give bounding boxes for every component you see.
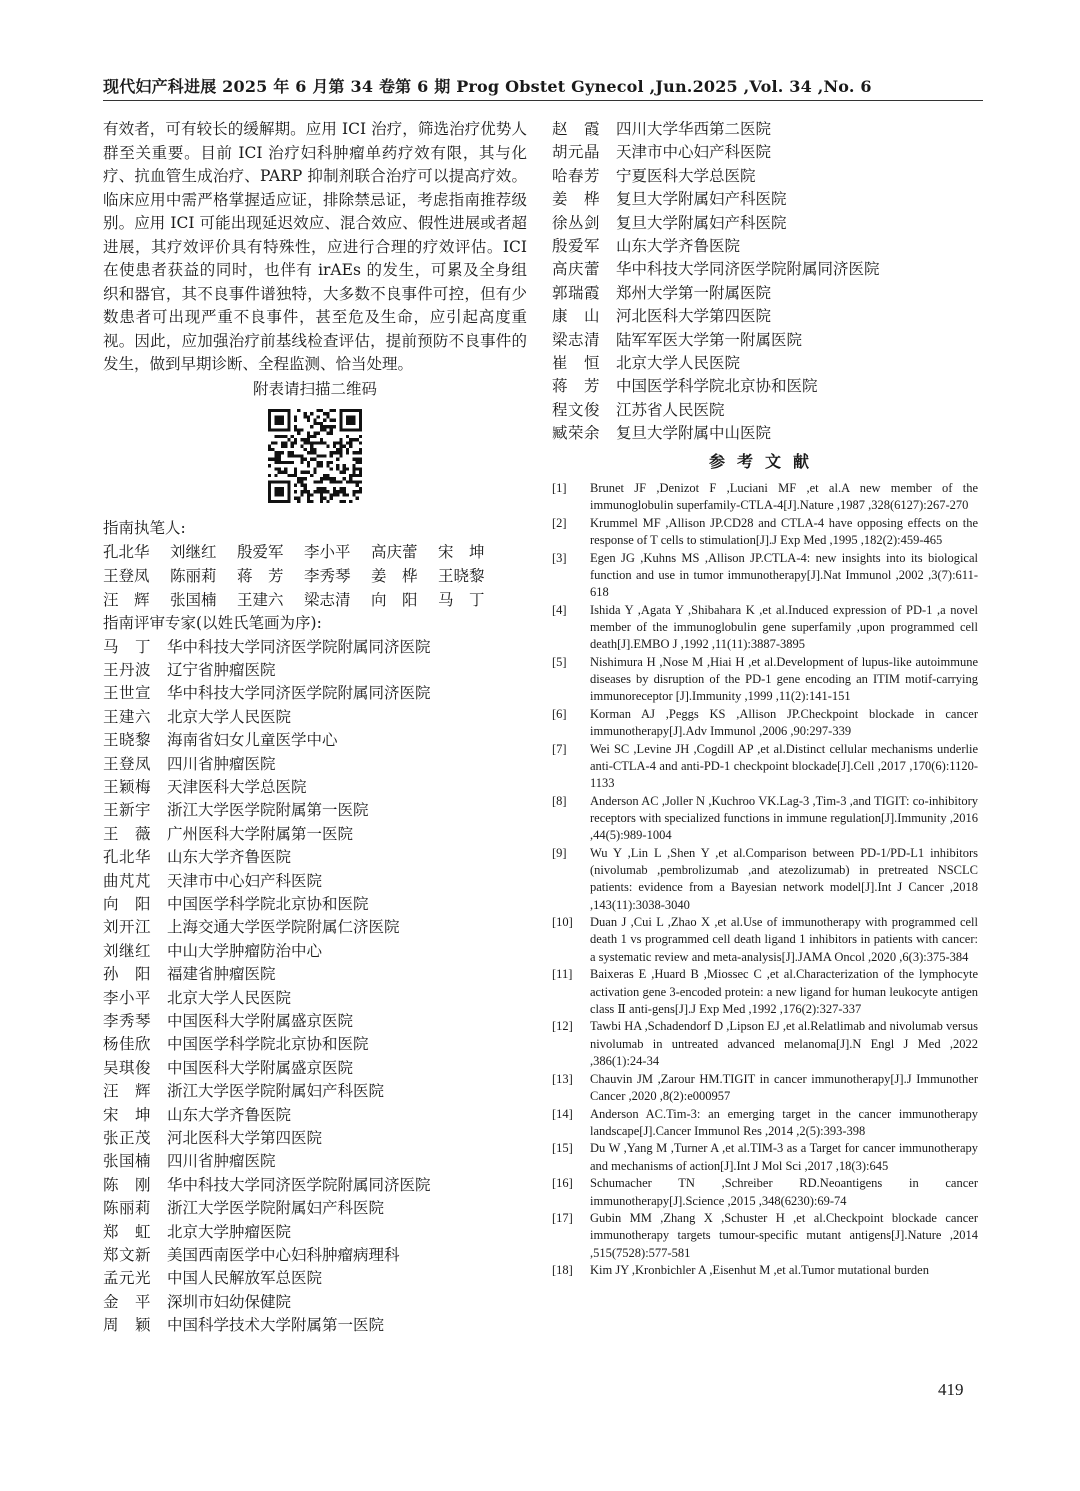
expert-name: 李小平 bbox=[103, 988, 152, 1007]
expert-name: 刘继红 bbox=[103, 941, 152, 960]
expert-affiliation: 郑州大学第一附属医院 bbox=[616, 283, 772, 302]
expert-row bbox=[103, 1174, 527, 1197]
expert-affiliation: 山东大学齐鲁医院 bbox=[167, 1105, 292, 1124]
expert-name: 孙 阳 bbox=[103, 965, 152, 984]
expert-name: 曲芃芃 bbox=[103, 871, 152, 890]
expert-affiliation: 复旦大学附属妇产科医院 bbox=[616, 190, 787, 209]
expert-affiliation: 海南省妇女儿童医学中心 bbox=[167, 731, 338, 750]
reference-number: [16] bbox=[552, 1176, 573, 1191]
author-name: 李小平 bbox=[304, 543, 351, 561]
reference-item bbox=[552, 480, 978, 514]
expert-affiliation: 浙江大学医学院附属妇产科医院 bbox=[167, 1082, 385, 1101]
expert-row bbox=[103, 1104, 527, 1127]
reference-number: [17] bbox=[552, 1211, 573, 1226]
reference-number: [10] bbox=[552, 915, 573, 930]
expert-name: 王 薇 bbox=[103, 824, 152, 843]
expert-affiliation: 江苏省人民医院 bbox=[616, 400, 725, 419]
expert-affiliation: 深圳市妇幼保健院 bbox=[167, 1292, 292, 1311]
reference-item bbox=[552, 1071, 978, 1105]
reference-text: Du W ,Yang M ,Turner A ,et al.TIM-3 as a Target for cancer immunotherapy and mechanisms of action[J].Int J Mol Sci ,2017 ,18(3):645 bbox=[590, 1141, 978, 1173]
reference-number: [2] bbox=[552, 515, 567, 530]
right-column bbox=[552, 118, 978, 1280]
reference-text: Ishida Y ,Agata Y ,Shibahara K ,et al.Induced expression of PD-1 ,a novel member of the immunoglobulin gene superfamily ,upon programmed cell death[J].EMBO J ,1992 ,11(11):3887-3895 bbox=[590, 602, 978, 652]
reference-text: Wei SC ,Levine JH ,Cogdill AP ,et al.Distinct cellular mechanisms underlie anti-CTLA-4 and anti-PD-1 checkpoint blockade[J].Cell ,2017 ,170(6):1120-1133 bbox=[590, 741, 978, 791]
reference-text: Anderson AC ,Joller N ,Kuchroo VK.Lag-3 ,Tim-3 ,and TIGIT: co-inhibitory receptors with specialized functions in immune regulation[J].Immunity ,2016 ,44(5):989-1004 bbox=[590, 793, 978, 843]
expert-row bbox=[103, 729, 527, 752]
reference-number: [3] bbox=[552, 550, 567, 565]
expert-name: 王世宣 bbox=[103, 684, 152, 703]
expert-row bbox=[552, 375, 978, 398]
expert-row bbox=[103, 1244, 527, 1267]
expert-row bbox=[103, 963, 527, 986]
expert-affiliation: 福建省肿瘤医院 bbox=[167, 965, 276, 984]
expert-name: 周 颖 bbox=[103, 1316, 152, 1335]
reference-text: Schumacher TN ,Schreiber RD.Neoantigens in cancer immunotherapy[J].Science ,2015 ,348(6230):69-74 bbox=[590, 1176, 978, 1208]
expert-name: 李秀琴 bbox=[103, 1012, 152, 1030]
header-rule bbox=[103, 100, 983, 101]
expert-row bbox=[103, 940, 527, 963]
expert-affiliation: 华中科技大学同济医学院附属同济医院 bbox=[616, 260, 880, 279]
expert-name: 崔 恒 bbox=[552, 354, 601, 373]
expert-row bbox=[552, 258, 978, 281]
expert-affiliation: 浙江大学医学院附属第一医院 bbox=[167, 801, 369, 820]
qr-code-icon[interactable] bbox=[268, 409, 362, 503]
author-name: 梁志清 bbox=[304, 591, 351, 609]
reference-number: [5] bbox=[552, 654, 567, 669]
expert-affiliation: 上海交通大学医学院附属仁济医院 bbox=[167, 918, 400, 937]
expert-row bbox=[552, 282, 978, 305]
expert-affiliation: 四川省肿瘤医院 bbox=[167, 1152, 276, 1171]
expert-affiliation: 复旦大学附属中山医院 bbox=[616, 424, 772, 443]
reference-item bbox=[552, 1175, 978, 1209]
expert-name: 殷爱军 bbox=[552, 237, 601, 256]
reference-number: [14] bbox=[552, 1106, 573, 1121]
expert-affiliation: 山东大学齐鲁医院 bbox=[167, 848, 292, 867]
reference-number: [9] bbox=[552, 845, 567, 860]
author-name: 高庆蕾 bbox=[371, 543, 418, 561]
expert-row bbox=[103, 1291, 527, 1314]
expert-name: 刘开江 bbox=[103, 918, 152, 937]
reference-item bbox=[552, 845, 978, 914]
expert-row bbox=[103, 659, 527, 682]
expert-affiliation: 辽宁省肿瘤医院 bbox=[167, 660, 276, 679]
left-column bbox=[103, 118, 527, 1338]
expert-name: 王建六 bbox=[103, 707, 152, 726]
reference-item bbox=[552, 602, 978, 654]
reference-text: Tawbi HA ,Schadendorf D ,Lipson EJ ,et al.Relatlimab and nivolumab versus nivolumab in untreated advanced melanoma[J].N Engl J Med ,2022 ,386(1):24-34 bbox=[590, 1019, 978, 1068]
expert-row bbox=[103, 987, 527, 1010]
author-row bbox=[103, 588, 527, 612]
expert-row bbox=[552, 399, 978, 422]
expert-row bbox=[103, 706, 527, 729]
reference-text: Gubin MM ,Zhang X ,Schuster H ,et al.Checkpoint blockade cancer immunotherapy targets tumour-specific mutant antigens[J].Nature ,2014 ,515(7528):577-581 bbox=[590, 1211, 978, 1260]
expert-row bbox=[103, 1010, 527, 1033]
reference-item bbox=[552, 1210, 978, 1262]
expert-affiliation: 河北医科大学第四医院 bbox=[167, 1129, 323, 1148]
expert-name: 梁志清 bbox=[552, 330, 601, 349]
expert-name: 姜 桦 bbox=[552, 190, 601, 209]
expert-row bbox=[103, 1197, 527, 1220]
authors-title: 指南执笔人: bbox=[103, 518, 186, 537]
expert-row bbox=[103, 916, 527, 939]
author-name: 姜 桦 bbox=[371, 567, 418, 585]
expert-name: 王丹波 bbox=[103, 660, 152, 679]
author-row bbox=[103, 564, 527, 588]
expert-name: 王登凤 bbox=[103, 754, 152, 773]
reference-item bbox=[552, 1106, 978, 1140]
expert-name: 王颖梅 bbox=[103, 777, 152, 796]
expert-row bbox=[552, 305, 978, 328]
author-name: 陈丽莉 bbox=[170, 567, 217, 585]
experts-list-left bbox=[103, 636, 527, 1338]
expert-name: 王晓黎 bbox=[103, 731, 152, 750]
expert-name: 向 阳 bbox=[103, 894, 152, 913]
authors-list bbox=[103, 540, 527, 612]
expert-affiliation: 宁夏医科大学总医院 bbox=[616, 166, 756, 185]
reference-number: [13] bbox=[552, 1071, 573, 1086]
expert-affiliation: 华中科技大学同济医学院附属同济医院 bbox=[167, 637, 431, 656]
expert-affiliation: 中山大学肿瘤防治中心 bbox=[167, 941, 323, 960]
reference-text: Anderson AC.Tim-3: an emerging target in the cancer immunotherapy landscape[J].Cancer Immunol Res ,2014 ,2(5):393-398 bbox=[590, 1106, 978, 1138]
author-name: 王登凤 bbox=[103, 567, 150, 585]
author-name: 蒋 芳 bbox=[237, 567, 284, 585]
expert-affiliation: 美国西南医学中心妇科肿瘤病理科 bbox=[167, 1246, 400, 1265]
expert-row bbox=[103, 1150, 527, 1173]
author-name: 殷爱军 bbox=[237, 543, 284, 561]
expert-row bbox=[552, 329, 978, 352]
reference-number: [4] bbox=[552, 602, 567, 617]
qr-caption: 附表请扫描二维码 bbox=[252, 379, 377, 398]
reference-item bbox=[552, 966, 978, 1018]
author-name: 王建六 bbox=[237, 591, 284, 609]
expert-affiliation: 中国医学科学院北京协和医院 bbox=[616, 377, 818, 396]
author-name: 向 阳 bbox=[371, 591, 418, 609]
reference-text: Kim JY ,Kronbichler A ,Eisenhut M ,et al.Tumor mutational burden bbox=[590, 1263, 929, 1278]
expert-affiliation: 河北医科大学第四医院 bbox=[616, 307, 772, 326]
expert-name: 张国楠 bbox=[103, 1152, 152, 1171]
expert-name: 赵 霞 bbox=[552, 120, 601, 138]
reference-number: [15] bbox=[552, 1141, 573, 1156]
reference-text: Wu Y ,Lin L ,Shen Y ,et al.Comparison between PD-1/PD-L1 inhibitors (nivolumab ,pembrolizumab ,and atezolizumab) in pretreated NSCLC patients: evidence from a Bayesian network model[J].Int J Cancer ,2018 ,143(11):3038-3040 bbox=[590, 845, 978, 912]
author-name: 孔北华 bbox=[103, 543, 150, 561]
expert-name: 蒋 芳 bbox=[552, 377, 601, 396]
expert-row bbox=[552, 118, 978, 141]
expert-name: 宋 坤 bbox=[103, 1105, 152, 1124]
expert-name: 孔北华 bbox=[103, 848, 152, 867]
expert-row bbox=[103, 1221, 527, 1244]
author-name: 刘继红 bbox=[170, 543, 217, 561]
expert-name: 王新宇 bbox=[103, 801, 152, 820]
page-number: 419 bbox=[938, 1380, 964, 1399]
reference-text: Nishimura H ,Nose M ,Hiai H ,et al.Development of lupus-like autoimmune diseases by disruption of the PD-1 gene encoding an ITIM motif-carrying immunoreceptor [J].Immunity ,1999 ,11(2):141-151 bbox=[590, 654, 978, 704]
expert-affiliation: 天津市中心妇产科医院 bbox=[616, 143, 772, 162]
expert-affiliation: 北京大学肿瘤医院 bbox=[167, 1222, 292, 1241]
expert-row bbox=[103, 1033, 527, 1056]
reference-item bbox=[552, 706, 978, 740]
expert-row bbox=[103, 846, 527, 869]
reference-number: [18] bbox=[552, 1263, 573, 1278]
expert-row bbox=[103, 893, 527, 916]
reference-text: Duan J ,Cui L ,Zhao X ,et al.Use of immunotherapy with programmed cell death 1 vs programmed cell death ligand 1 inhibitors in patients with cancer: a systematic review and meta-analysis[J].JAMA Oncol ,2020 ,6(3):375-384 bbox=[590, 915, 978, 964]
reference-item bbox=[552, 1262, 978, 1279]
reference-item bbox=[552, 914, 978, 966]
expert-row bbox=[103, 636, 527, 659]
expert-name: 郑 虹 bbox=[103, 1222, 152, 1241]
expert-name: 徐丛剑 bbox=[552, 213, 601, 232]
author-name: 马 丁 bbox=[438, 591, 485, 609]
expert-affiliation: 华中科技大学同济医学院附属同济医院 bbox=[167, 1175, 431, 1194]
reference-number: [12] bbox=[552, 1019, 573, 1034]
expert-affiliation: 四川省肿瘤医院 bbox=[167, 754, 276, 773]
expert-affiliation: 浙江大学医学院附属妇产科医院 bbox=[167, 1199, 385, 1218]
conclusion-paragraph: 有效者，可有较长的缓解期。应用 ICI 治疗，筛选治疗优势人群至关重要。目前 ICI 治疗妇科肿瘤单药疗效有限，其与化疗、抗血管生成治疗、PARP 抑制剂联合治疗可以提高疗效。临床应用中需严格掌握适应证，排除禁忌证，考虑指南推荐级别。应用 ICI 可能出现延迟效应、混合效应、假性进展或者超进展，其疗效评价具有特殊性，应进行合理的疗效评估。ICI 在使患者获益的同时，也伴有 irAEs 的发生，可累及全身组织和器官，其不良事件谱独特，大多数不良事件可控，但有少数患者可出现严重不良事件，甚至危及生命，应引起高度重视。因此，应加强治疗前基线检查评估，提前预防不良事件的发生，做到早期诊断、全程监测、恰当处理。 bbox=[103, 120, 527, 373]
expert-name: 陈丽莉 bbox=[103, 1199, 152, 1218]
expert-affiliation: 北京大学人民医院 bbox=[167, 988, 292, 1007]
expert-affiliation: 广州医科大学附属第一医院 bbox=[167, 824, 354, 843]
references-list bbox=[552, 480, 978, 1280]
reference-number: [8] bbox=[552, 793, 567, 808]
expert-row bbox=[103, 823, 527, 846]
author-name: 汪 辉 bbox=[103, 591, 150, 609]
author-name: 李秀琴 bbox=[304, 567, 351, 585]
expert-affiliation: 陆军军医大学第一附属医院 bbox=[616, 330, 803, 349]
reference-item bbox=[552, 654, 978, 706]
running-header: 现代妇产科进展 2025 年 6 月第 34 卷第 6 期 Prog Obstet Gynecol ,Jun.2025 ,Vol. 34 ,No. 6 bbox=[103, 77, 872, 96]
expert-affiliation: 中国科学技术大学附属第一医院 bbox=[167, 1316, 385, 1335]
reference-item bbox=[552, 515, 978, 549]
experts-title: 指南评审专家(以姓氏笔画为序): bbox=[103, 614, 322, 632]
expert-affiliation: 华中科技大学同济医学院附属同济医院 bbox=[167, 684, 431, 703]
expert-affiliation: 北京大学人民医院 bbox=[616, 354, 741, 373]
reference-number: [7] bbox=[552, 741, 567, 756]
expert-affiliation: 中国医学科学院北京协和医院 bbox=[167, 894, 369, 913]
author-row bbox=[103, 540, 527, 564]
expert-name: 陈 刚 bbox=[103, 1175, 152, 1194]
expert-row bbox=[552, 422, 978, 445]
reference-text: Korman AJ ,Peggs KS ,Allison JP.Checkpoint blockade in cancer immunotherapy[J].Adv Immunol ,2006 ,90:297-339 bbox=[590, 706, 978, 739]
reference-item bbox=[552, 550, 978, 602]
expert-row bbox=[552, 235, 978, 258]
expert-name: 高庆蕾 bbox=[552, 260, 601, 279]
expert-name: 金 平 bbox=[103, 1292, 152, 1311]
reference-text: Chauvin JM ,Zarour HM.TIGIT in cancer immunotherapy[J].J Immunother Cancer ,2020 ,8(2):e000957 bbox=[590, 1071, 978, 1103]
expert-name: 张正茂 bbox=[103, 1129, 152, 1148]
expert-affiliation: 中国医科大学附属盛京医院 bbox=[167, 1058, 354, 1077]
expert-affiliation: 天津医科大学总医院 bbox=[167, 777, 307, 796]
author-name: 张国楠 bbox=[170, 591, 217, 609]
experts-list-right bbox=[552, 118, 978, 446]
reference-text: Krummel MF ,Allison JP.CD28 and CTLA-4 have opposing effects on the response of T cells to stimulation[J].J Exp Med ,1995 ,182(2):459-465 bbox=[590, 515, 978, 547]
reference-number: [6] bbox=[552, 706, 567, 721]
expert-name: 吴琪俊 bbox=[103, 1058, 152, 1077]
references-title: 参考文献 bbox=[708, 451, 821, 471]
expert-affiliation: 中国人民解放军总医院 bbox=[167, 1269, 323, 1288]
expert-affiliation: 复旦大学附属妇产科医院 bbox=[616, 213, 787, 232]
expert-name: 程文俊 bbox=[552, 400, 601, 419]
reference-item bbox=[552, 1018, 978, 1070]
expert-name: 孟元光 bbox=[103, 1269, 152, 1288]
expert-affiliation: 四川大学华西第二医院 bbox=[616, 120, 772, 138]
expert-row bbox=[103, 870, 527, 893]
reference-number: [11] bbox=[552, 967, 573, 982]
expert-affiliation: 中国医科大学附属盛京医院 bbox=[167, 1012, 354, 1030]
expert-row bbox=[552, 352, 978, 375]
expert-name: 康 山 bbox=[552, 307, 601, 326]
expert-row bbox=[103, 1314, 527, 1337]
reference-text: Baixeras E ,Huard B ,Miossec C ,et al.Characterization of the lymphocyte activation gene 3-encoded protein: a new ligand for human leukocyte antigen class Ⅱ anti-gens[J].J Exp Med ,1992 ,176(2):327-337 bbox=[590, 967, 978, 1016]
expert-affiliation: 中国医学科学院北京协和医院 bbox=[167, 1035, 369, 1054]
expert-name: 胡元晶 bbox=[552, 143, 601, 162]
expert-row bbox=[103, 776, 527, 799]
expert-name: 马 丁 bbox=[103, 637, 152, 656]
reference-text: Brunet JF ,Denizot F ,Luciani MF ,et al.A new member of the immunoglobulin superfamily-CTLA-4[J].Nature ,1987 ,328(6127):267-270 bbox=[590, 480, 978, 512]
expert-name: 杨佳欣 bbox=[103, 1035, 152, 1054]
expert-name: 汪 辉 bbox=[103, 1082, 152, 1101]
expert-row bbox=[103, 799, 527, 822]
expert-affiliation: 天津市中心妇产科医院 bbox=[167, 871, 323, 890]
expert-row bbox=[103, 1057, 527, 1080]
expert-row bbox=[103, 682, 527, 705]
expert-name: 哈春芳 bbox=[552, 166, 601, 185]
expert-name: 郭瑞霞 bbox=[552, 283, 601, 302]
reference-item bbox=[552, 741, 978, 793]
expert-name: 郑文新 bbox=[103, 1246, 152, 1265]
expert-row bbox=[103, 1267, 527, 1290]
expert-row bbox=[552, 188, 978, 211]
expert-affiliation: 北京大学人民医院 bbox=[167, 707, 292, 726]
author-name: 王晓黎 bbox=[438, 567, 485, 585]
expert-row bbox=[552, 141, 978, 164]
reference-number: [1] bbox=[552, 480, 567, 495]
expert-row bbox=[552, 212, 978, 235]
expert-row bbox=[103, 753, 527, 776]
reference-item bbox=[552, 1140, 978, 1174]
reference-item bbox=[552, 793, 978, 845]
reference-text: Egen JG ,Kuhns MS ,Allison JP.CTLA-4: new insights into its biological function and use in tumor immunotherapy[J].Nat Immunol ,2002 ,3(7):611-618 bbox=[590, 550, 978, 599]
expert-row bbox=[103, 1127, 527, 1150]
expert-name: 臧荣余 bbox=[552, 424, 601, 443]
expert-affiliation: 山东大学齐鲁医院 bbox=[616, 237, 741, 256]
expert-row bbox=[552, 165, 978, 188]
author-name: 宋 坤 bbox=[438, 543, 485, 561]
expert-row bbox=[103, 1080, 527, 1103]
